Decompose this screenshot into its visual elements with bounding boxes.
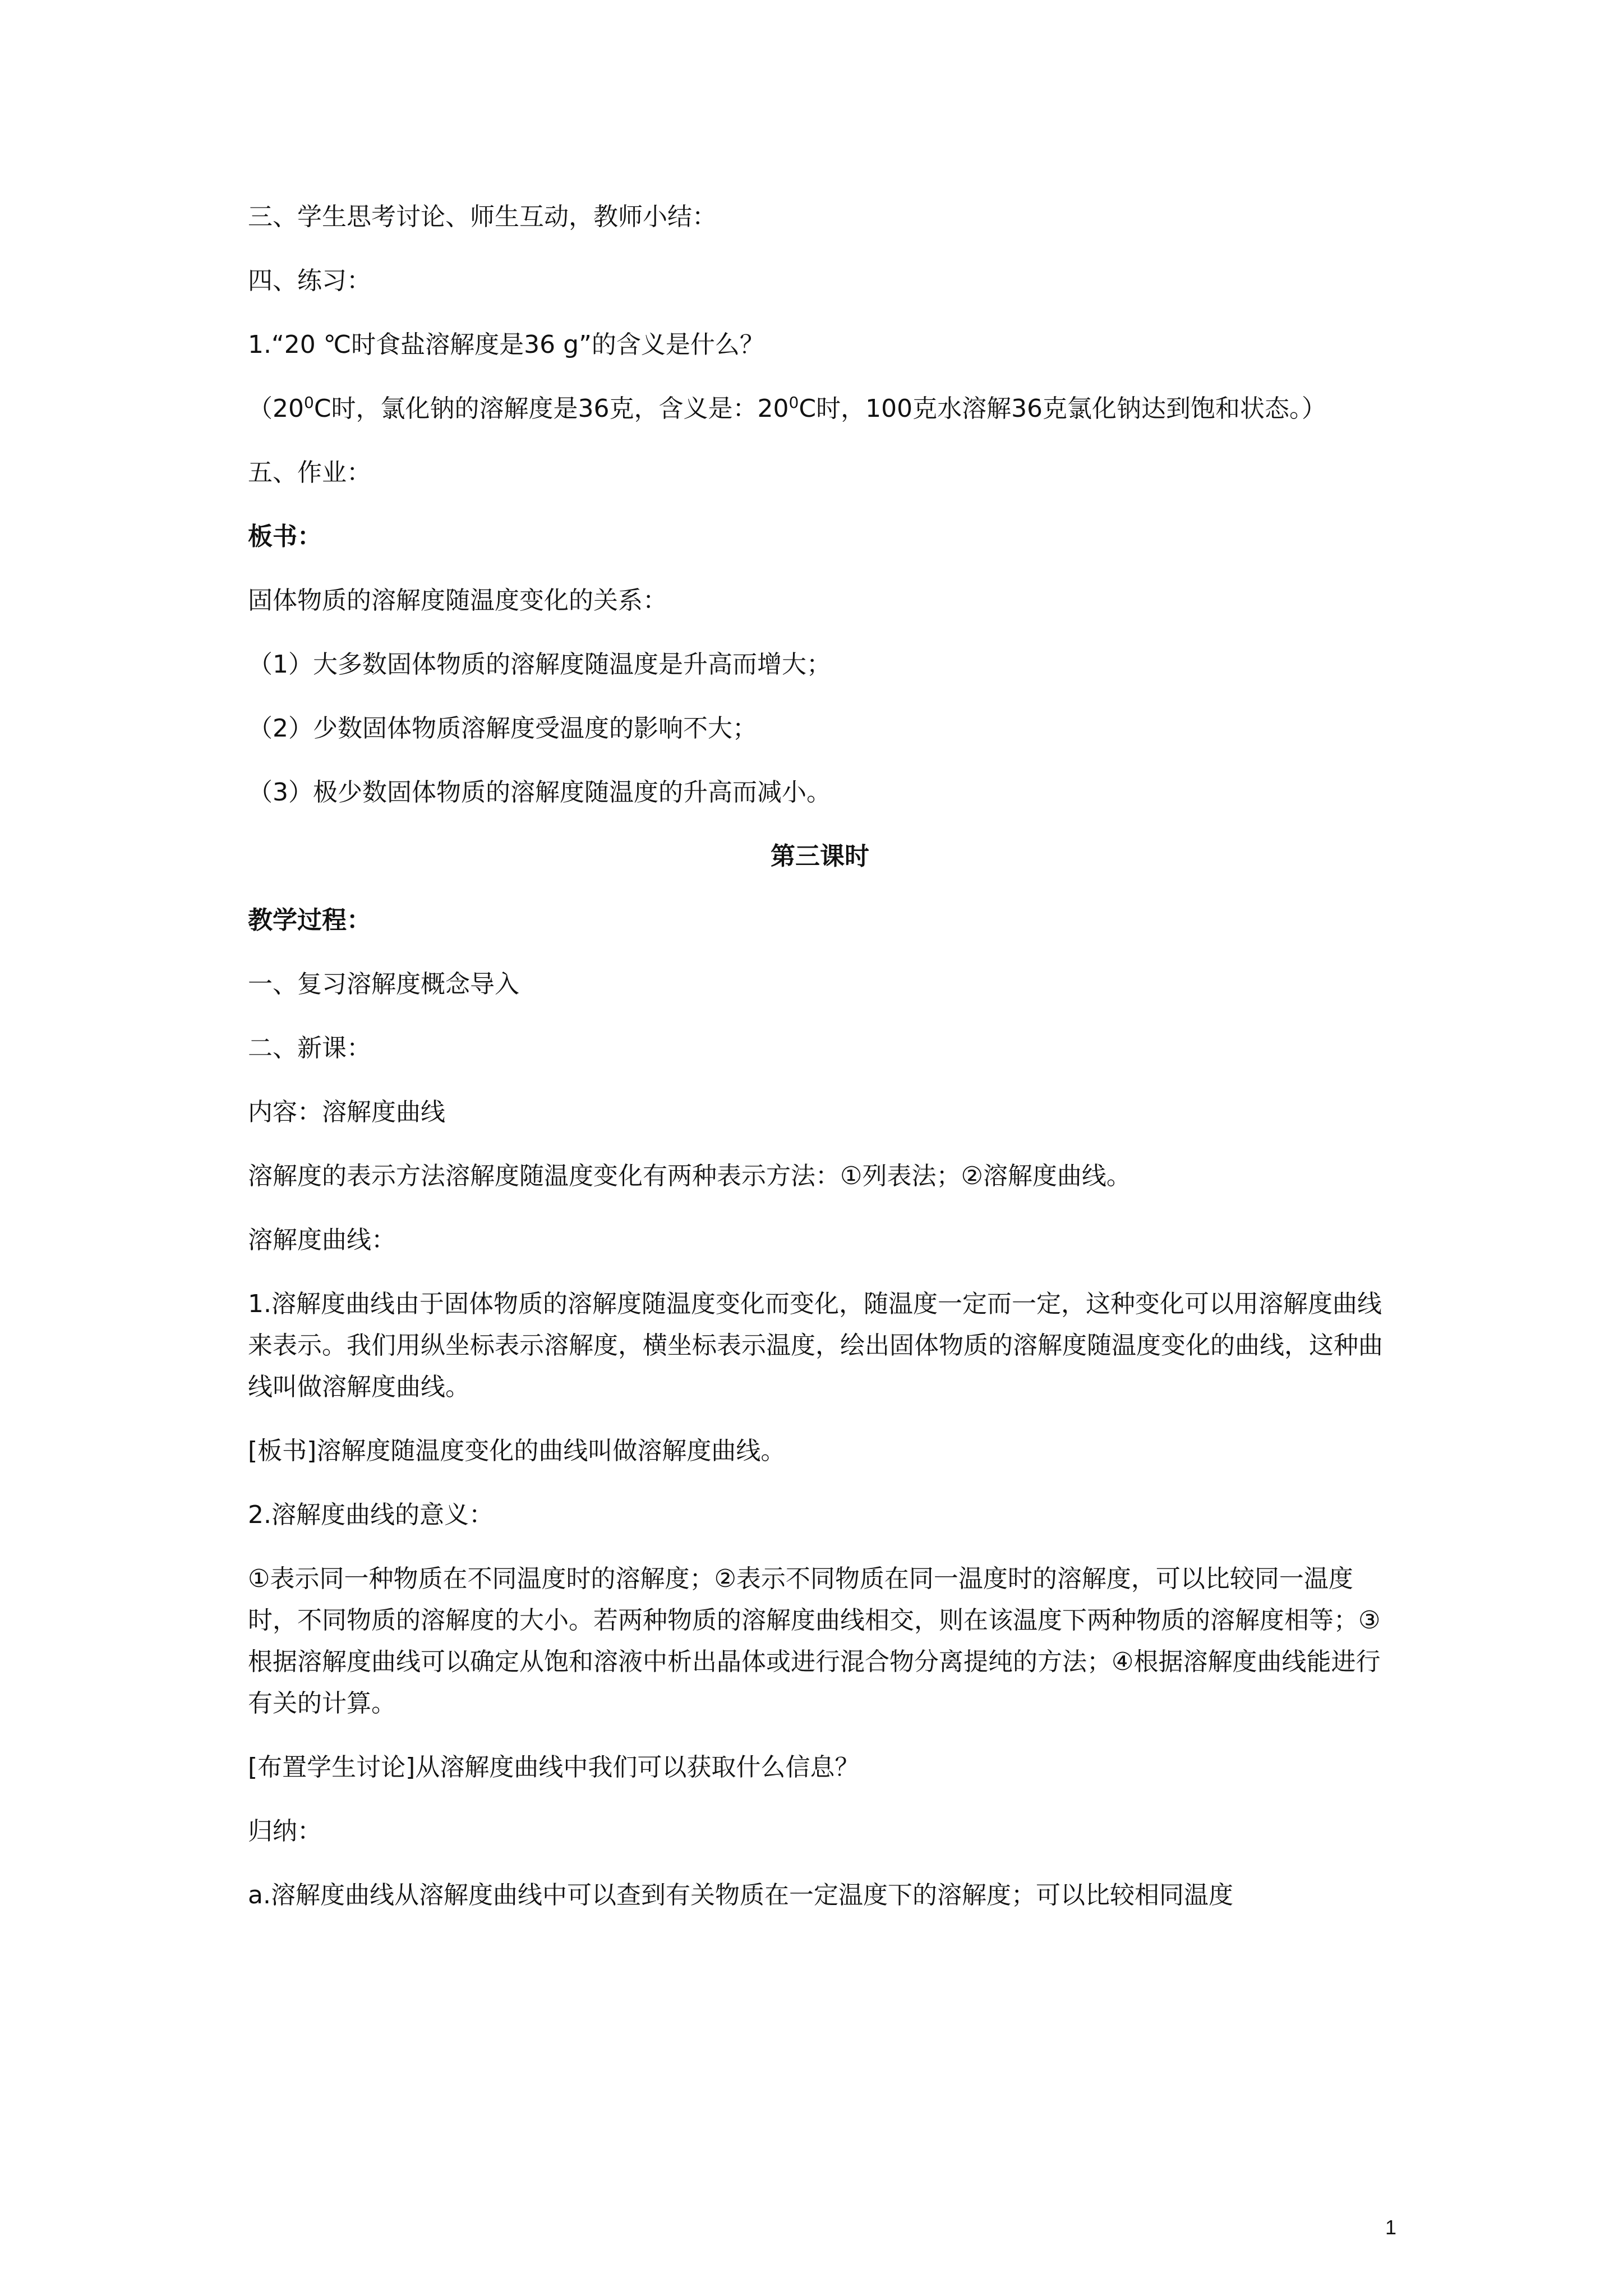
answer-text-2: C时，氯化钠的溶解度是36克，含义是：20 [313, 394, 789, 423]
relation-intro: 固体物质的溶解度随温度变化的关系： [248, 586, 667, 615]
section-heading-3: 三、学生思考讨论、师生互动，教师小结： [248, 203, 717, 231]
discussion-prompt: [布置学生讨论]从溶解度曲线中我们可以获取什么信息？ [248, 1753, 860, 1782]
relation-item-2: （2）少数固体物质溶解度受温度的影响不大； [248, 714, 757, 743]
lesson-title: 第三课时 [771, 842, 869, 871]
step-new-lesson: 二、新课： [248, 1034, 371, 1062]
section-heading-4: 四、练习： [248, 266, 371, 295]
degree-superscript: 0 [304, 393, 314, 412]
page-number: 1 [1385, 2216, 1396, 2239]
section-heading-5: 五、作业： [248, 458, 371, 487]
teaching-process-heading: 教学过程： [248, 906, 371, 935]
curve-heading: 溶解度曲线： [248, 1226, 396, 1254]
board-note: [板书]溶解度随温度变化的曲线叫做溶解度曲线。 [248, 1437, 786, 1465]
document-body [248, 196, 1392, 1939]
summary-item-a: a.溶解度曲线从溶解度曲线中可以查到有关物质在一定温度下的溶解度；可以比较相同温度 [248, 1881, 1233, 1910]
relation-item-1: （1）大多数固体物质的溶解度随温度是升高而增大； [248, 650, 831, 679]
curve-meaning-heading: 2.溶解度曲线的意义： [248, 1501, 494, 1529]
degree-superscript: 0 [789, 393, 799, 412]
curve-meaning-list: ①表示同一种物质在不同温度时的溶解度；②表示不同物质在同一温度时的溶解度，可以比较同一温度时，不同物质的溶解度的大小。若两种物质的溶解度曲线相交，则在该温度下两种物质的溶解度相等；③根据溶解度曲线可以确定从饱和溶液中析出晶体或进行混合物分离提纯的方法；④根据溶解度曲线能进行有关的计算。 [248, 1565, 1381, 1718]
curve-definition: 1.溶解度曲线由于固体物质的溶解度随温度变化而变化，随温度一定而一定，这种变化可以用溶解度曲线来表示。我们用纵坐标表示溶解度，横坐标表示温度，绘出固体物质的溶解度随温度变化的曲线，这种曲线叫做溶解度曲线。 [248, 1290, 1383, 1401]
board-writing-heading: 板书： [248, 522, 322, 551]
exercise-answer [248, 388, 1392, 430]
step-review: 一、复习溶解度概念导入 [248, 970, 519, 999]
relation-item-3: （3）极少数固体物质的溶解度随温度的升高而减小。 [248, 778, 831, 807]
lesson-content: 内容：溶解度曲线 [248, 1098, 445, 1126]
exercise-question: 1.“20 ℃时食盐溶解度是36 g”的含义是什么？ [248, 330, 764, 359]
summary-heading: 归纳： [248, 1817, 322, 1846]
representation-methods: 溶解度的表示方法溶解度随温度变化有两种表示方法：①列表法；②溶解度曲线。 [248, 1162, 1131, 1190]
answer-text-1: （20 [248, 394, 304, 423]
answer-text-3: C时，100克水溶解36克氯化钠达到饱和状态。） [799, 394, 1327, 423]
